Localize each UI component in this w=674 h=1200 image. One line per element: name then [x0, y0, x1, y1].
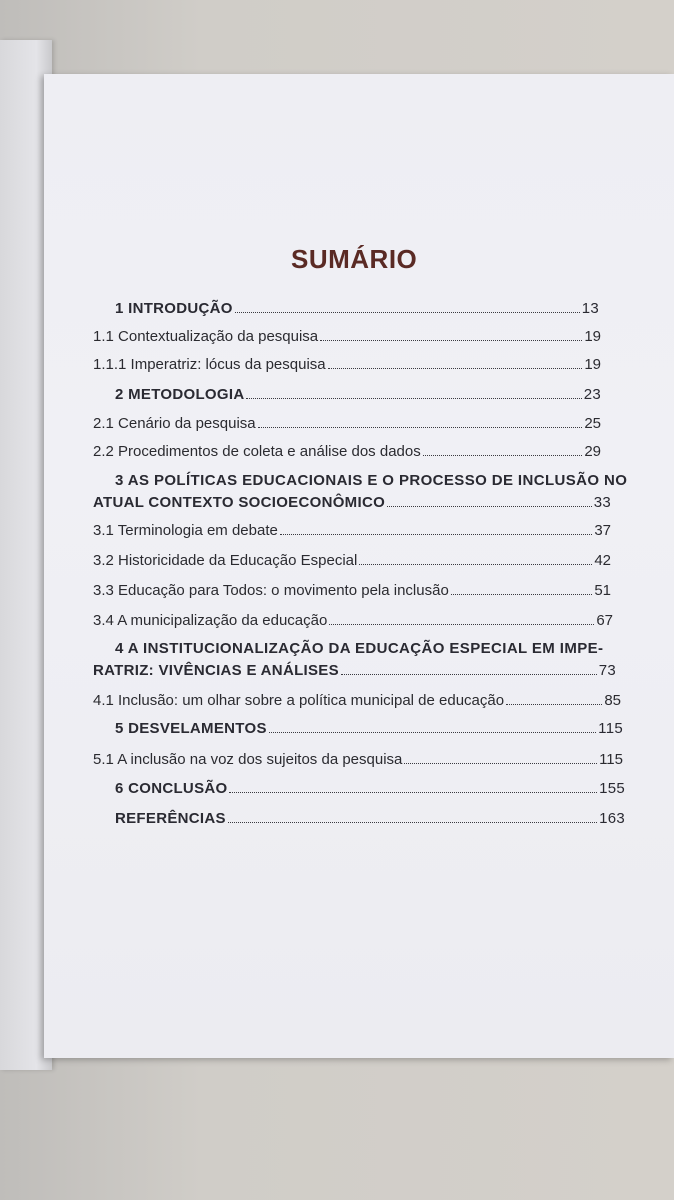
- toc-page-number: 37: [594, 522, 611, 539]
- toc-label: 5 DESVELAMENTOS: [115, 720, 267, 737]
- toc-page-number: 23: [583, 386, 601, 403]
- toc-label: 1.1 Contextualização da pesquisa: [93, 328, 319, 345]
- toc-label: 3.2 Historicidade da Educação Especial: [93, 552, 358, 569]
- toc-page-number: 115: [598, 720, 623, 737]
- toc-label-line1: 4 A INSTITUCIONALIZAÇÃO DA EDUCAÇÃO ESPECIAL EM IMPE-: [115, 640, 604, 657]
- leader-dots: [329, 624, 594, 625]
- toc-page-number: 19: [584, 328, 601, 345]
- toc-label-line2-row: [93, 494, 611, 511]
- toc-label: 2 METODOLOGIA: [115, 386, 245, 403]
- toc-entry-metodologia: [115, 386, 601, 403]
- toc-entry-3-1: [93, 522, 611, 539]
- leader-dots: [229, 792, 597, 793]
- leader-dots: [359, 564, 592, 565]
- toc-page-number: 19: [584, 356, 601, 373]
- toc-label-line2: RATRIZ: VIVÊNCIAS E ANÁLISES: [93, 662, 339, 679]
- toc-label: 4.1 Inclusão: um olhar sobre a política municipal de educação: [93, 692, 505, 709]
- toc-label-line2: ATUAL CONTEXTO SOCIOECONÔMICO: [93, 494, 386, 511]
- toc-label-line1: 3 AS POLÍTICAS EDUCACIONAIS E O PROCESSO DE INCLUSÃO NO: [115, 472, 628, 489]
- toc-entry-conclusao: [115, 780, 625, 797]
- toc-label: 6 CONCLUSÃO: [115, 780, 228, 797]
- toc-page-number: 13: [581, 300, 599, 317]
- toc-entry-1-1: [93, 328, 601, 345]
- toc-entry-1-1-1: [93, 356, 601, 373]
- toc-page-number: 51: [594, 582, 611, 599]
- leader-dots: [506, 704, 602, 705]
- toc-page-number: 115: [599, 751, 623, 768]
- toc-entry-2-1: [93, 415, 601, 432]
- toc-entry-5-1: [93, 751, 623, 768]
- toc-page-number: 25: [584, 415, 601, 432]
- page-title: SUMÁRIO: [291, 244, 418, 274]
- toc-label: 3.4 A municipalização da educação: [93, 612, 328, 629]
- toc-page-number: 73: [598, 662, 616, 679]
- toc-entry-2-2: [93, 443, 601, 460]
- leader-dots: [228, 822, 597, 823]
- toc-entry-introducao: [115, 300, 599, 317]
- toc-page-number: 29: [584, 443, 601, 460]
- toc-label-line2-row: [93, 662, 616, 679]
- leader-dots: [451, 594, 593, 595]
- toc-page-number: 33: [593, 494, 611, 511]
- leader-dots: [320, 340, 582, 341]
- leader-dots: [328, 368, 583, 369]
- toc-label: 3.1 Terminologia em debate: [93, 522, 278, 539]
- toc-page-number: 155: [599, 780, 625, 797]
- leader-dots: [235, 312, 580, 313]
- leader-dots: [258, 427, 583, 428]
- toc-entry-3-2: [93, 552, 611, 569]
- toc-page-number: 163: [599, 810, 625, 827]
- leader-dots: [404, 763, 597, 764]
- toc-entry-referencias: [115, 810, 625, 827]
- leader-dots: [387, 506, 592, 507]
- toc-label: 5.1 A inclusão na voz dos sujeitos da pesquisa: [93, 751, 403, 768]
- toc-label: 1.1.1 Imperatriz: lócus da pesquisa: [93, 356, 326, 373]
- leader-dots: [269, 732, 596, 733]
- toc-label: 2.1 Cenário da pesquisa: [93, 415, 256, 432]
- leader-dots: [246, 398, 581, 399]
- toc-page-number: 42: [594, 552, 611, 569]
- toc-entry-desvelamentos: [115, 720, 623, 737]
- leader-dots: [341, 674, 597, 675]
- leader-dots: [280, 534, 592, 535]
- toc-page-number: 85: [604, 692, 621, 709]
- toc-label: 1 INTRODUÇÃO: [115, 300, 233, 317]
- leader-dots: [423, 455, 583, 456]
- toc-entry-3-3: [93, 582, 611, 599]
- toc-entry-3-4: [93, 612, 613, 629]
- toc-label: 2.2 Procedimentos de coleta e análise dos dados: [93, 443, 421, 460]
- toc-label: 3.3 Educação para Todos: o movimento pela inclusão: [93, 582, 449, 599]
- toc-entry-4-1: [93, 692, 621, 709]
- toc-page-number: 67: [596, 612, 613, 629]
- toc-label: REFERÊNCIAS: [115, 810, 226, 827]
